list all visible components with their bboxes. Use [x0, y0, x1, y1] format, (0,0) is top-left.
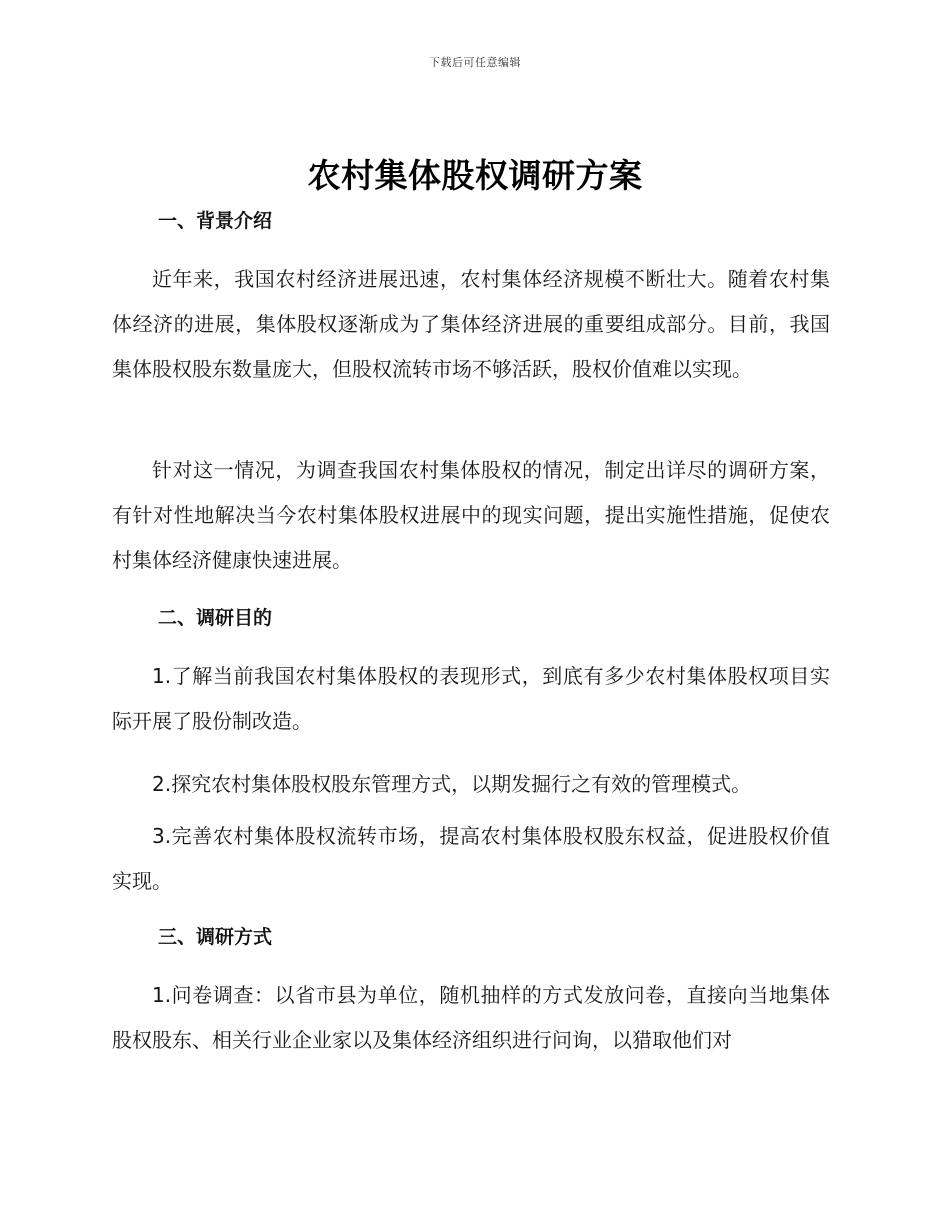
- paragraph: 2.探究农村集体股权股东管理方式，以期发掘行之有效的管理模式。: [152, 772, 752, 796]
- paragraph: 1.了解当前我国农村集体股权的表现形式，到底有多少农村集体股权项目实际开展了股份制改造。: [112, 664, 830, 733]
- section-heading-purpose: 二、调研目的: [158, 607, 273, 629]
- paragraph: 3.完善农村集体股权流转市场，提高农村集体股权股东权益，促进股权价值实现。: [112, 824, 830, 893]
- header-note: 下载后可任意编辑: [429, 56, 521, 69]
- paragraph: 近年来，我国农村经济进展迅速，农村集体经济规模不断壮大。随着农村集体经济的进展，集体股权逐渐成为了集体经济进展的重要组成部分。目前，我国集体股权股东数量庞大，但股权流转市场不够活跃，股权价值难以实现。: [112, 267, 830, 381]
- paragraph: 针对这一情况，为调查我国农村集体股权的情况，制定出详尽的调研方案，有针对性地解决当今农村集体股权进展中的现实问题，提出实施性措施，促使农村集体经济健康快速进展。: [112, 458, 830, 572]
- section-heading-method: 三、调研方式: [158, 926, 273, 948]
- section-heading-background: 一、背景介绍: [158, 210, 273, 232]
- document-title: 农村集体股权调研方案: [307, 156, 643, 195]
- paragraph: 1.问卷调查：以省市县为单位，随机抽样的方式发放问卷，直接向当地集体股权股东、相关行业企业家以及集体经济组织进行问询，以猎取他们对: [112, 983, 830, 1052]
